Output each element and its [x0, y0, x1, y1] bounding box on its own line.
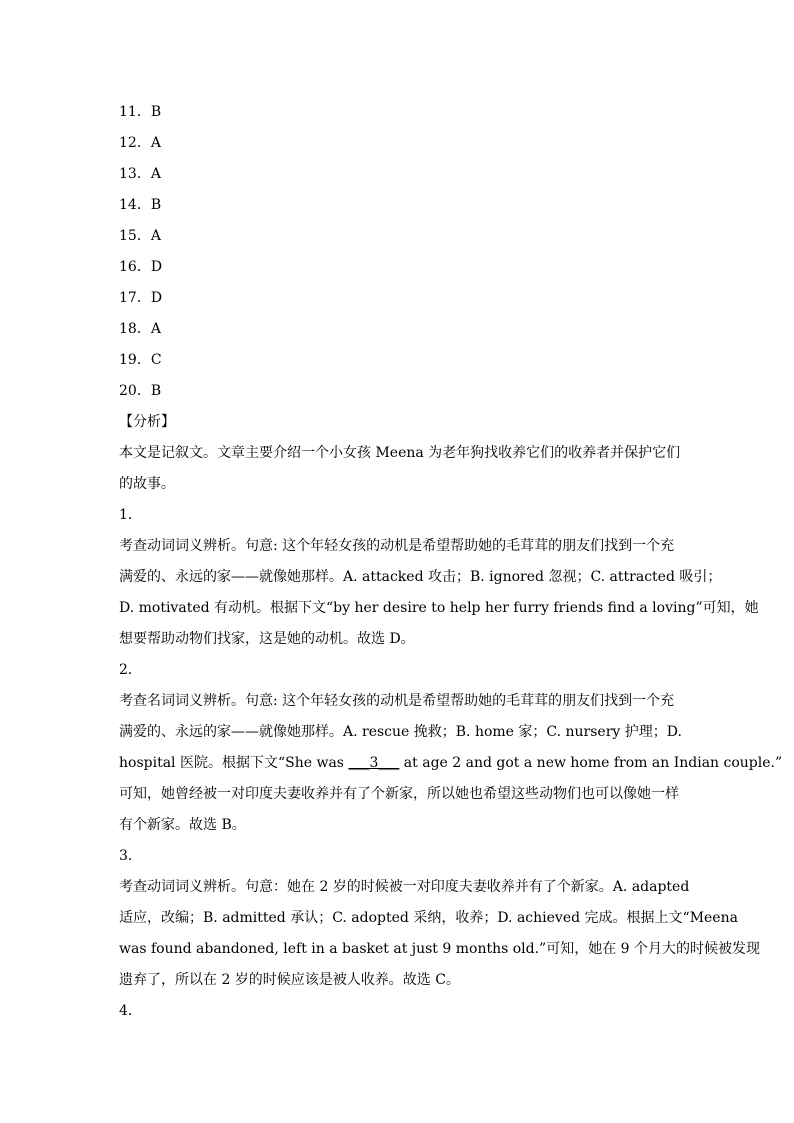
item-line: was found abandoned, left in a basket at just 9 months old.”可知，她在 9 个月大的时候被发现 [119, 941, 761, 957]
intro-line: 的故事。 [119, 476, 175, 492]
answer-value: A [150, 166, 161, 182]
page-content [119, 97, 783, 1027]
item-line: 考查名词词义辨析。句意: 这个年轻女孩的动机是希望帮助她的毛茸茸的朋友们找到一个充 [119, 693, 675, 709]
answer-item [119, 159, 679, 190]
line-text-before-blank: hospital 医院。根据下文“She was [119, 755, 349, 771]
item-number: 4． [119, 1003, 142, 1019]
item-line-with-blank [119, 748, 783, 779]
item-line: 满爱的、永远的家——就像她那样。A. rescue 挽救；B. home 家；C. nursery 护理；D. [119, 724, 682, 740]
answer-item [119, 345, 679, 376]
answer-number: 18． [119, 321, 151, 337]
answer-number: 19． [119, 352, 151, 368]
answer-item [119, 128, 679, 159]
answer-item [119, 376, 679, 407]
item-number: 1． [119, 507, 142, 523]
answer-item [119, 283, 679, 314]
analysis-heading: 【分析】 [119, 414, 175, 430]
answer-value: D [150, 290, 163, 306]
answer-item [119, 97, 679, 128]
explanation-item-1 [119, 500, 759, 655]
item-line: 有个新家。故选 B。 [119, 817, 246, 833]
item-line: 满爱的、永远的家——就像她那样。A. attacked 攻击；B. ignored 忽视；C. attracted 吸引； [119, 569, 722, 585]
answer-value: C [150, 352, 162, 368]
answer-number: 11． [119, 104, 151, 120]
fill-in-blank: ___3___ [348, 755, 400, 771]
answer-value: B [150, 383, 162, 399]
answer-item [119, 221, 679, 252]
answer-item [119, 252, 679, 283]
answer-number: 20． [119, 383, 151, 399]
explanation-item-3 [119, 841, 761, 996]
answer-item [119, 190, 679, 221]
answer-value: A [150, 321, 161, 337]
item-number: 3． [119, 848, 142, 864]
explanation-item-4 [119, 996, 679, 1027]
item-line: D. motivated 有动机。根据下文“by her desire to help her furry friends find a loving”可知，她 [119, 600, 759, 616]
answer-value: A [150, 135, 161, 151]
answer-number: 14． [119, 197, 151, 213]
answer-number: 17． [119, 290, 151, 306]
item-line: 想要帮助动物们找家，这是她的动机。故选 D。 [119, 631, 415, 647]
answer-number: 16． [119, 259, 151, 275]
item-line: 遗弃了，所以在 2 岁的时候应该是被人收养。故选 C。 [119, 972, 460, 988]
answer-number: 15． [119, 228, 151, 244]
item-number: 2． [119, 662, 142, 678]
line-text-after-blank: at age 2 and got a new home from an Indian couple.” [399, 755, 783, 771]
item-line: 适应，改编；B. admitted 承认；C. adopted 采纳，收养；D. achieved 完成。根据上文“Meena [119, 910, 738, 926]
answer-value: B [150, 104, 162, 120]
answer-number: 13． [119, 166, 151, 182]
answer-value: A [150, 228, 161, 244]
answer-item [119, 314, 679, 345]
item-line: 考查动词词义辨析。句意：她在 2 岁的时候被一对印度夫妻收养并有了个新家。A. adapted [119, 879, 690, 895]
answer-value: D [150, 259, 163, 275]
intro-line: 本文是记叙文。文章主要介绍一个小女孩 Meena 为老年狗找收养它们的收养者并保护它们 [119, 445, 681, 461]
analysis-intro [119, 438, 679, 500]
item-line: 可知，她曾经被一对印度夫妻收养并有了个新家，所以她也希望这些动物们也可以像她一样 [119, 786, 679, 802]
explanation-item-2 [119, 655, 783, 841]
item-line: 考查动词词义辨析。句意: 这个年轻女孩的动机是希望帮助她的毛茸茸的朋友们找到一个充 [119, 538, 675, 554]
answer-list [119, 97, 679, 407]
answer-number: 12． [119, 135, 151, 151]
answer-value: B [150, 197, 162, 213]
